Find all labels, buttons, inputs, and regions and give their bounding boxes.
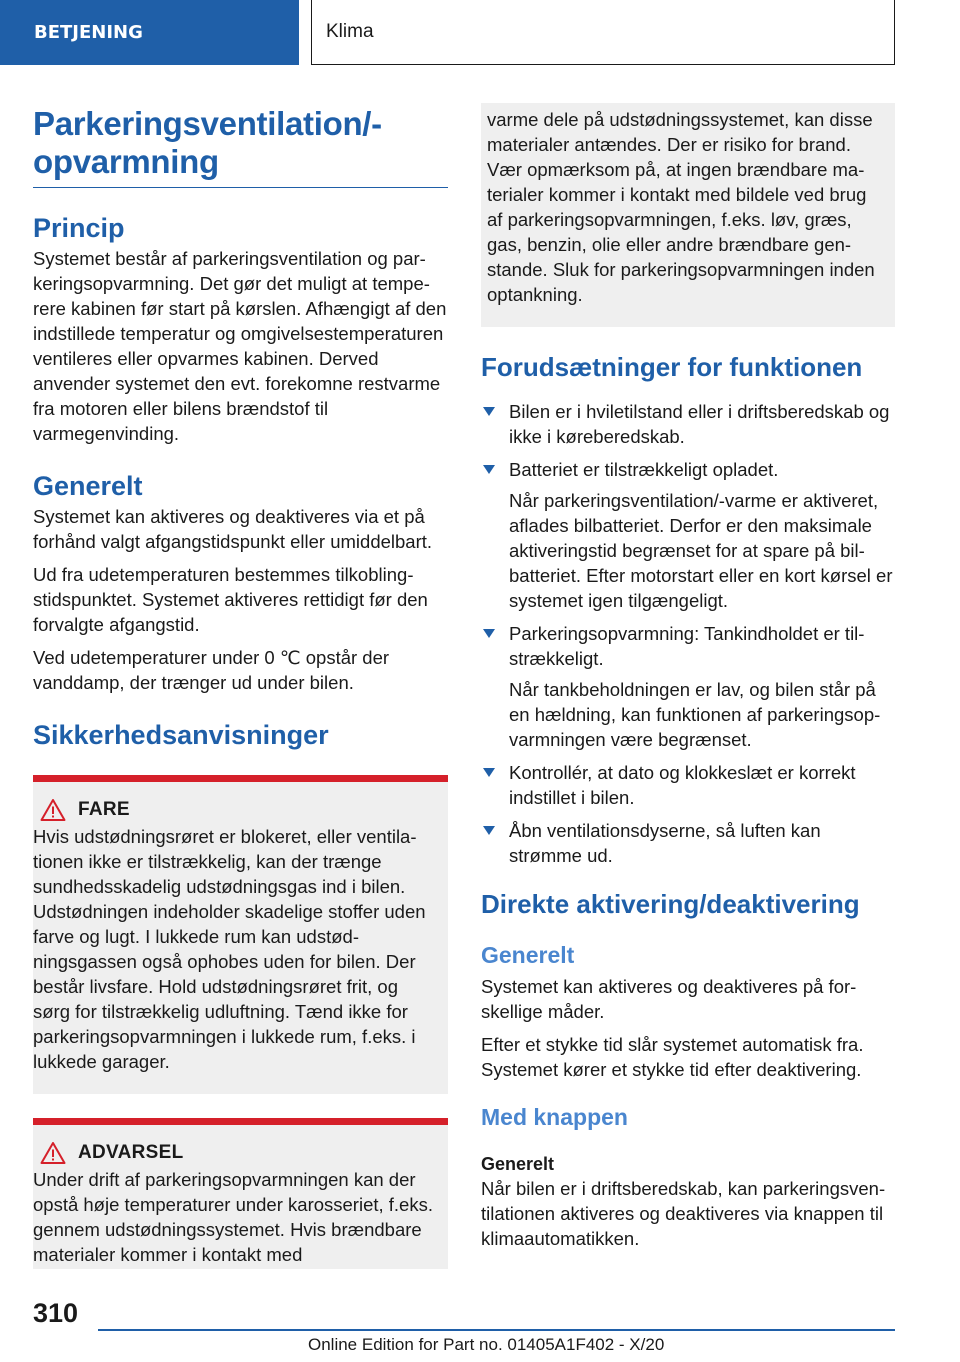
heading-med-knappen: Med knappen (481, 1104, 628, 1130)
direkte-generelt-p2: Efter et stykke tid slår systemet automatisk fra. Systemet kører et stykke tid efter deaktivering. (481, 1034, 864, 1080)
chapter-title: Klima (311, 0, 895, 65)
warning-text-advarsel: Under drift af parkeringsopvarmningen kan der opstå høje temperaturer under karosseriet, f.eks. gennem udstødningssystemet. Hvis brændbare materialer kommer i kontakt med (33, 1169, 433, 1265)
heading-princip: Princip (33, 213, 125, 243)
warning-box-fare (33, 775, 448, 1094)
heading-sikkerhed: Sikkerhedsanvisninger (33, 720, 329, 750)
heading-direkte-generelt: Generelt (481, 942, 575, 968)
heading-knappen-generelt: Generelt (481, 1154, 555, 1174)
generelt-p1: Systemet kan aktiveres og deaktiveres via et på forhånd valgt afgangstidspunkt eller umiddelbart. (33, 506, 433, 552)
bullet-triangle-icon (483, 465, 495, 474)
generelt-p2: Ud fra udetemperaturen bestemmes tilkoblingstidspunktet. Systemet aktiveres rettidigt før den forvalgte afgangstid. (33, 564, 428, 635)
prerequisites-list (481, 399, 895, 868)
list-item-text: Åbn ventilationsdyserne, så luften kan strømme ud. (509, 820, 821, 866)
knappen-text: Når bilen er i driftsberedskab, kan parkeringsventilationen aktiveres og deaktiveres via knappen til klimaautomatikken. (481, 1178, 886, 1249)
warning-title-fare: FARE (78, 799, 130, 820)
direkte-generelt-p1: Systemet kan aktiveres og deaktiveres på forskellige måder. (481, 976, 857, 1022)
bullet-triangle-icon (483, 407, 495, 416)
warning-title-advarsel: ADVARSEL (78, 1142, 184, 1163)
list-item-text: Parkeringsopvarmning: Tankindholdet er tilstrækkeligt. (509, 623, 865, 669)
section-tab: BETJENING (0, 0, 299, 65)
heading-forudsaetninger: Forudsætninger for funktionen (481, 352, 863, 382)
bullet-triangle-icon (483, 768, 495, 777)
princip-text: Systemet består af parkeringsventilation og parkeringsopvarmning. Det gør det muligt at temperere kabinen før start på kørslen. Afhængigt af den indstillede temperatur og omgivelsestemperaturen ventileres eller opvarmes kabinen. Derved anvender systemet den evt. forekomne restvarme fra motoren eller bilens brændstof til varmegenvinding. (33, 248, 447, 444)
list-item (481, 457, 895, 613)
list-item-text: Batteriet er tilstrækkeligt opladet. (509, 459, 779, 480)
heading-direkte: Direkte aktivering/deaktivering (481, 889, 860, 919)
page-title: Parkeringsventilation/-opvarmning (33, 105, 448, 188)
left-column (33, 97, 448, 1269)
list-item (481, 621, 895, 752)
page-number: 310 (33, 1298, 79, 1328)
warning-box-advarsel-continued (481, 103, 895, 327)
right-column (481, 103, 895, 1259)
list-item-subtext: Når tankbeholdningen er lav, og bilen står på en hældning, kan funktionen af parkeringsopvarmningen være begrænset. (509, 679, 881, 750)
list-item-subtext: Når parkeringsventilation/-varme er aktiveret, aflades bilbatteriet. Derfor er den maksimale aktiveringstid begrænset for at spare på bilbatteriet. Efter motorstart eller en kort kørsel er systemet igen tilgængeligt. (509, 490, 893, 611)
bullet-triangle-icon (483, 629, 495, 638)
warning-text-advarsel-cont: varme dele på udstødningssystemet, kan disse materialer antændes. Der er risiko for brand. Vær opmærksom på, at ingen brændbare materialer kommer i kontakt med bildele ved brug af parkeringsopvarmningen, f.eks. løv, græs, gas, benzin, olie eller andre brændbare genstande. Sluk for parkeringsopvarmningen inden optankning. (487, 109, 875, 305)
warning-triangle-icon (40, 1141, 66, 1165)
list-item (481, 760, 895, 810)
bullet-triangle-icon (483, 826, 495, 835)
list-item (481, 399, 895, 449)
warning-triangle-icon (40, 798, 66, 822)
list-item-text: Kontrollér, at dato og klokkeslæt er korrekt indstillet i bilen. (509, 762, 856, 808)
list-item (481, 818, 895, 868)
list-item-text: Bilen er i hviletilstand eller i driftsberedskab og ikke i køreberedskab. (509, 401, 890, 447)
footer-edition: Online Edition for Part no. 01405A1F402 - X/20 (308, 1335, 665, 1354)
warning-box-advarsel (33, 1118, 448, 1269)
heading-generelt: Generelt (33, 471, 143, 501)
warning-text-fare: Hvis udstødningsrøret er blokeret, eller ventilationen ikke er tilstrækkelig, kan der trænge sundhedsskadelig udstødningsgas ind i bilen. Udstødningen indeholder skadelige stoffer uden farve og lugt. I lukkede rum kan udstødningsgassen også ophobes uden for bilen. Der består livsfare. Hold udstødningsrøret frit, og sørg for tilstrækkelig udluftning. Tænd ikke for parkeringsopvarmningen i lukkede rum, f.eks. i lukkede garager. (33, 826, 426, 1072)
generelt-p3: Ved udetemperaturer under 0 ℃ opstår der vanddamp, der trænger ud under bilen. (33, 647, 390, 693)
footer-divider (98, 1329, 895, 1331)
